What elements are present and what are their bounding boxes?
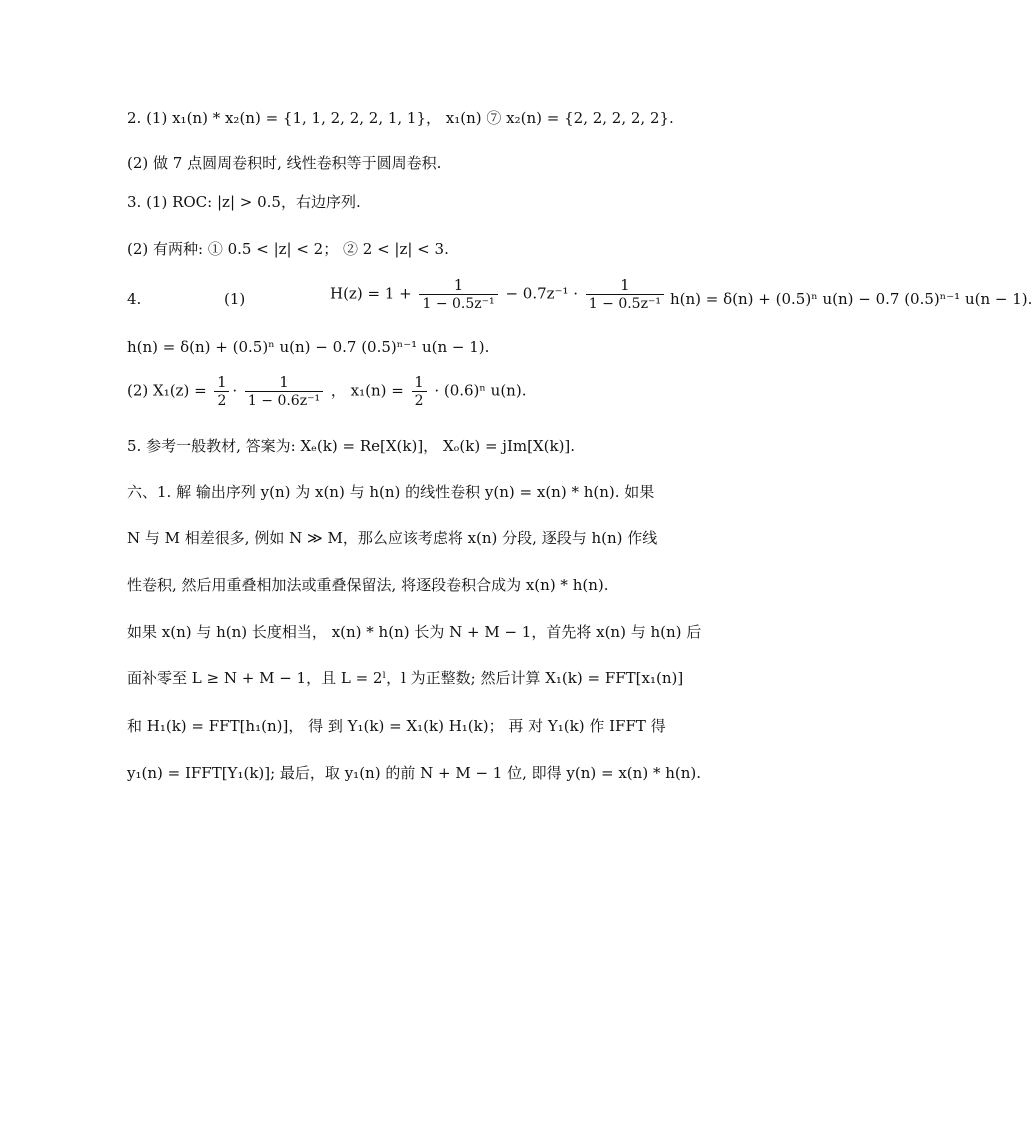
section-6-para-2-line-3: 和 H₁(k) = FFT[h₁(n)]， 得 到 Y₁(k) = X₁(k) H₁(k)； 再 对 Y₁(k) 作 IFFT 得 — [127, 717, 666, 735]
h-n-expression: h(n) = δ(n) + (0.5)ⁿ u(n) − 0.7 (0.5)ⁿ⁻¹ u(n − 1). — [127, 338, 490, 356]
trailing-comma: h(n) = δ(n) + (0.5)ⁿ u(n) − 0.7 (0.5)ⁿ⁻¹ u(n − 1). — [670, 290, 1032, 308]
answer-3-1: 3. (1) ROC: |z| > 0.5，右边序列. — [127, 193, 361, 211]
h-z-expression — [330, 276, 667, 313]
answer-2-1: 2. (1) x₁(n) * x₂(n) = {1, 1, 2, 2, 2, 1, 1}， x₁(n) ⑦ x₂(n) = {2, 2, 2, 2, 2}. — [127, 109, 674, 127]
section-6-para-1-line-2: N 与 M 相差很多, 例如 N ≫ M，那么应该考虑将 x(n) 分段, 逐段与 h(n) 作线 — [127, 529, 658, 547]
answer-4-part: (1) — [224, 290, 246, 308]
section-6-para-1-line-3: 性卷积, 然后用重叠相加法或重叠保留法, 将逐段卷积合成为 x(n) * h(n). — [127, 576, 609, 594]
section-6-para-1-line-1: 六、1. 解 输出序列 y(n) 为 x(n) 与 h(n) 的线性卷积 y(n) = x(n) * h(n). 如果 — [127, 483, 655, 501]
fraction-1: $\frac{1}{\text{1 − 0.5z⁻¹}}$ — [419, 276, 497, 313]
section-6-para-2-line-4: y₁(n) = IFFT[Y₁(k)]; 最后，取 y₁(n) 的前 N + M − 1 位, 即得 y(n) = x(n) * h(n). — [127, 764, 701, 782]
answer-4-number: 4. — [127, 290, 142, 308]
answer-5: 5. 参考一般教材, 答案为: Xₑ(k) = Re[X(k)]， Xₒ(k) = jIm[X(k)]. — [127, 437, 576, 455]
answer-3-2: (2) 有两种: ① 0.5 < |z| < 2； ② 2 < |z| < 3. — [127, 240, 449, 258]
answer-4-2: (2) X₁(z) = $\frac{1}{2}$ · $\frac{1}{\text{1 − 0.6z⁻¹}}$ ， x₁(n) = $\frac{1}{2}$ · (0.6)ⁿ u(n). — [127, 373, 527, 409]
fraction-4: $\frac{1}{\text{1 − 0.6z⁻¹}}$ — [245, 373, 323, 410]
fraction-5: $\frac{1}{2}$ — [412, 373, 427, 410]
fraction-2: $\frac{1}{\text{1 − 0.5z⁻¹}}$ — [586, 276, 664, 313]
h-z-lhs: H(z) = 1 + — [330, 284, 412, 303]
section-6-para-2-line-2: 面补零至 L ≥ N + M − 1，且 L = 2ˡ，l 为正整数; 然后计算 X₁(k) = FFT[x₁(n)] — [127, 669, 684, 687]
fraction-3: $\frac{1}{2}$ — [214, 373, 229, 410]
h-z-mid: − 0.7z⁻¹ · — [505, 284, 578, 303]
answer-2-2: (2) 做 7 点圆周卷积时, 线性卷积等于圆周卷积. — [127, 154, 442, 172]
section-6-para-2-line-1: 如果 x(n) 与 h(n) 长度相当， x(n) * h(n) 长为 N + M − 1，首先将 x(n) 与 h(n) 后 — [127, 623, 702, 641]
